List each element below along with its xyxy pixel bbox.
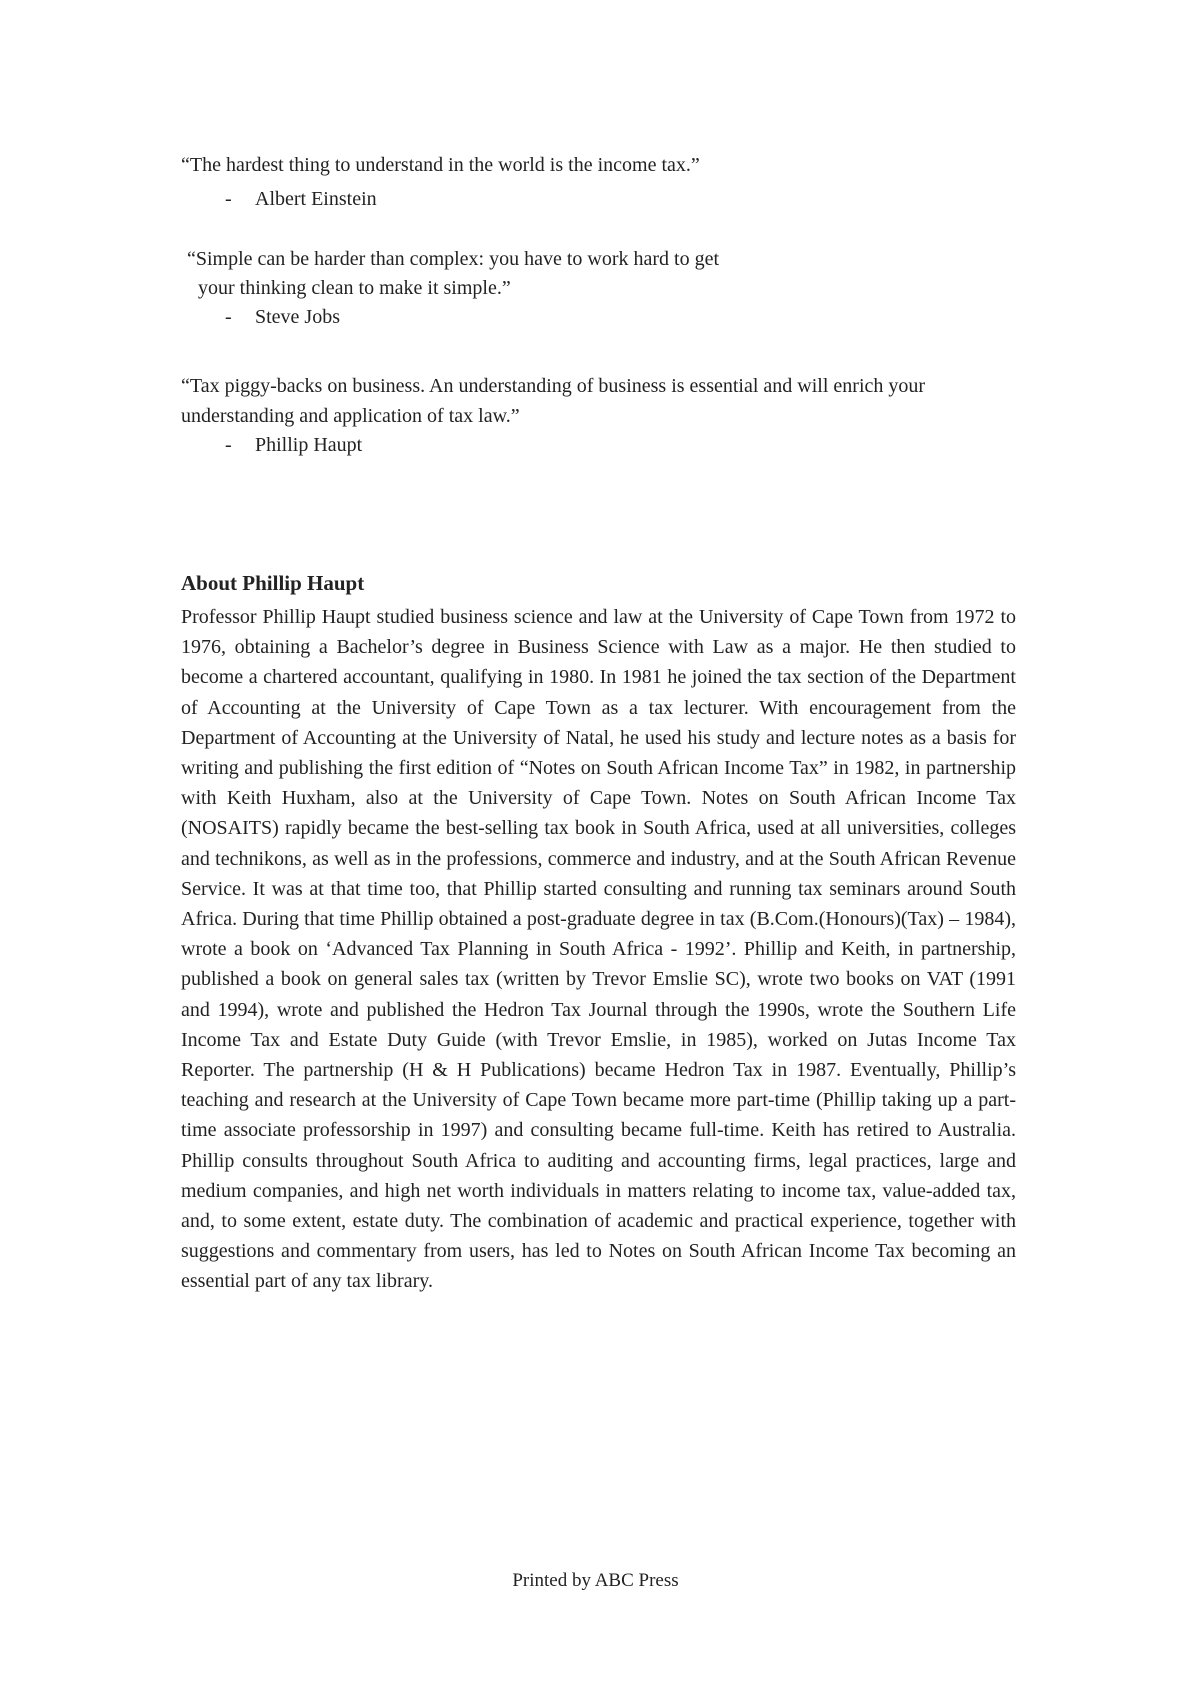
quote-haupt-line-2: understanding and application of tax law.”: [181, 405, 520, 427]
quote-author: Phillip Haupt: [255, 434, 363, 456]
attribution-dash: -: [225, 188, 232, 210]
quote-jobs-line-2: your thinking clean to make it simple.”: [198, 277, 511, 299]
quote-einstein-line-1: “The hardest thing to understand in the world is the income tax.”: [181, 154, 700, 176]
quote-jobs-line-1: “Simple can be harder than complex: you have to work hard to get: [187, 248, 720, 270]
quote-jobs-attribution: [225, 303, 340, 331]
printer-footer: Printed by ABC Press: [512, 1570, 679, 1591]
about-heading: About Phillip Haupt: [181, 571, 365, 595]
attribution-dash: -: [225, 434, 232, 456]
quote-haupt-line-1: “Tax piggy-backs on business. An understanding of business is essential and will enrich your: [181, 375, 926, 397]
about-body-paragraph: Professor Phillip Haupt studied business science and law at the University of Cape Town from 1972 to 1976, obtaining a Bachelor’s degree in Business Science with Law as a major. He then studied to become a chartered accountant, qualifying in 1980. In 1981 he joined the tax section of the Department of Accounting at the University of Cape Town as a tax lecturer. With encouragement from the Department of Accounting at the University of Natal, he used his study and lecture notes as a basis for writing and publishing the first edition of “Notes on South African Income Tax” in 1982, in partnership with Keith Huxham, also at the University of Cape Town. Notes on South African Income Tax (NOSAITS) rapidly became the best-selling tax book in South Africa, used at all universities, colleges and technikons, as well as in the professions, commerce and industry, and at the South African Revenue Service. It was at that time too, that Phillip started consulting and running tax seminars around South Africa. During that time Phillip obtained a post-graduate degree in tax (B.Com.(Honours)(Tax) – 1984), wrote a book on ‘Advanced Tax Planning in South Africa - 1992’. Phillip and Keith, in partnership, published a book on general sales tax (written by Trevor Emslie SC), wrote two books on VAT (1991 and 1994), wrote and published the Hedron Tax Journal through the 1990s, wrote the Southern Life Income Tax and Estate Duty Guide (with Trevor Emslie, in 1985), worked on Jutas Income Tax Reporter. The partnership (H & H Publications) became Hedron Tax in 1987. Eventually, Phillip’s teaching and research at the University of Cape Town became more part-time (Phillip taking up a part-time associate professorship in 1997) and consulting became full-time. Keith has retired to Australia. Phillip consults throughout South Africa to auditing and accounting firms, legal practices, large and medium companies, and high net worth individuals in matters relating to income tax, value-added tax, and, to some extent, estate duty. The combination of academic and practical experience, together with suggestions and commentary from users, has led to Notes on South African Income Tax becoming an essential part of any tax library.: [181, 606, 1016, 1293]
quote-einstein-attribution: [225, 185, 377, 213]
quote-author: Steve Jobs: [255, 306, 340, 328]
quote-haupt-attribution: [225, 431, 362, 459]
quote-author: Albert Einstein: [255, 188, 377, 210]
attribution-dash: -: [225, 306, 232, 328]
